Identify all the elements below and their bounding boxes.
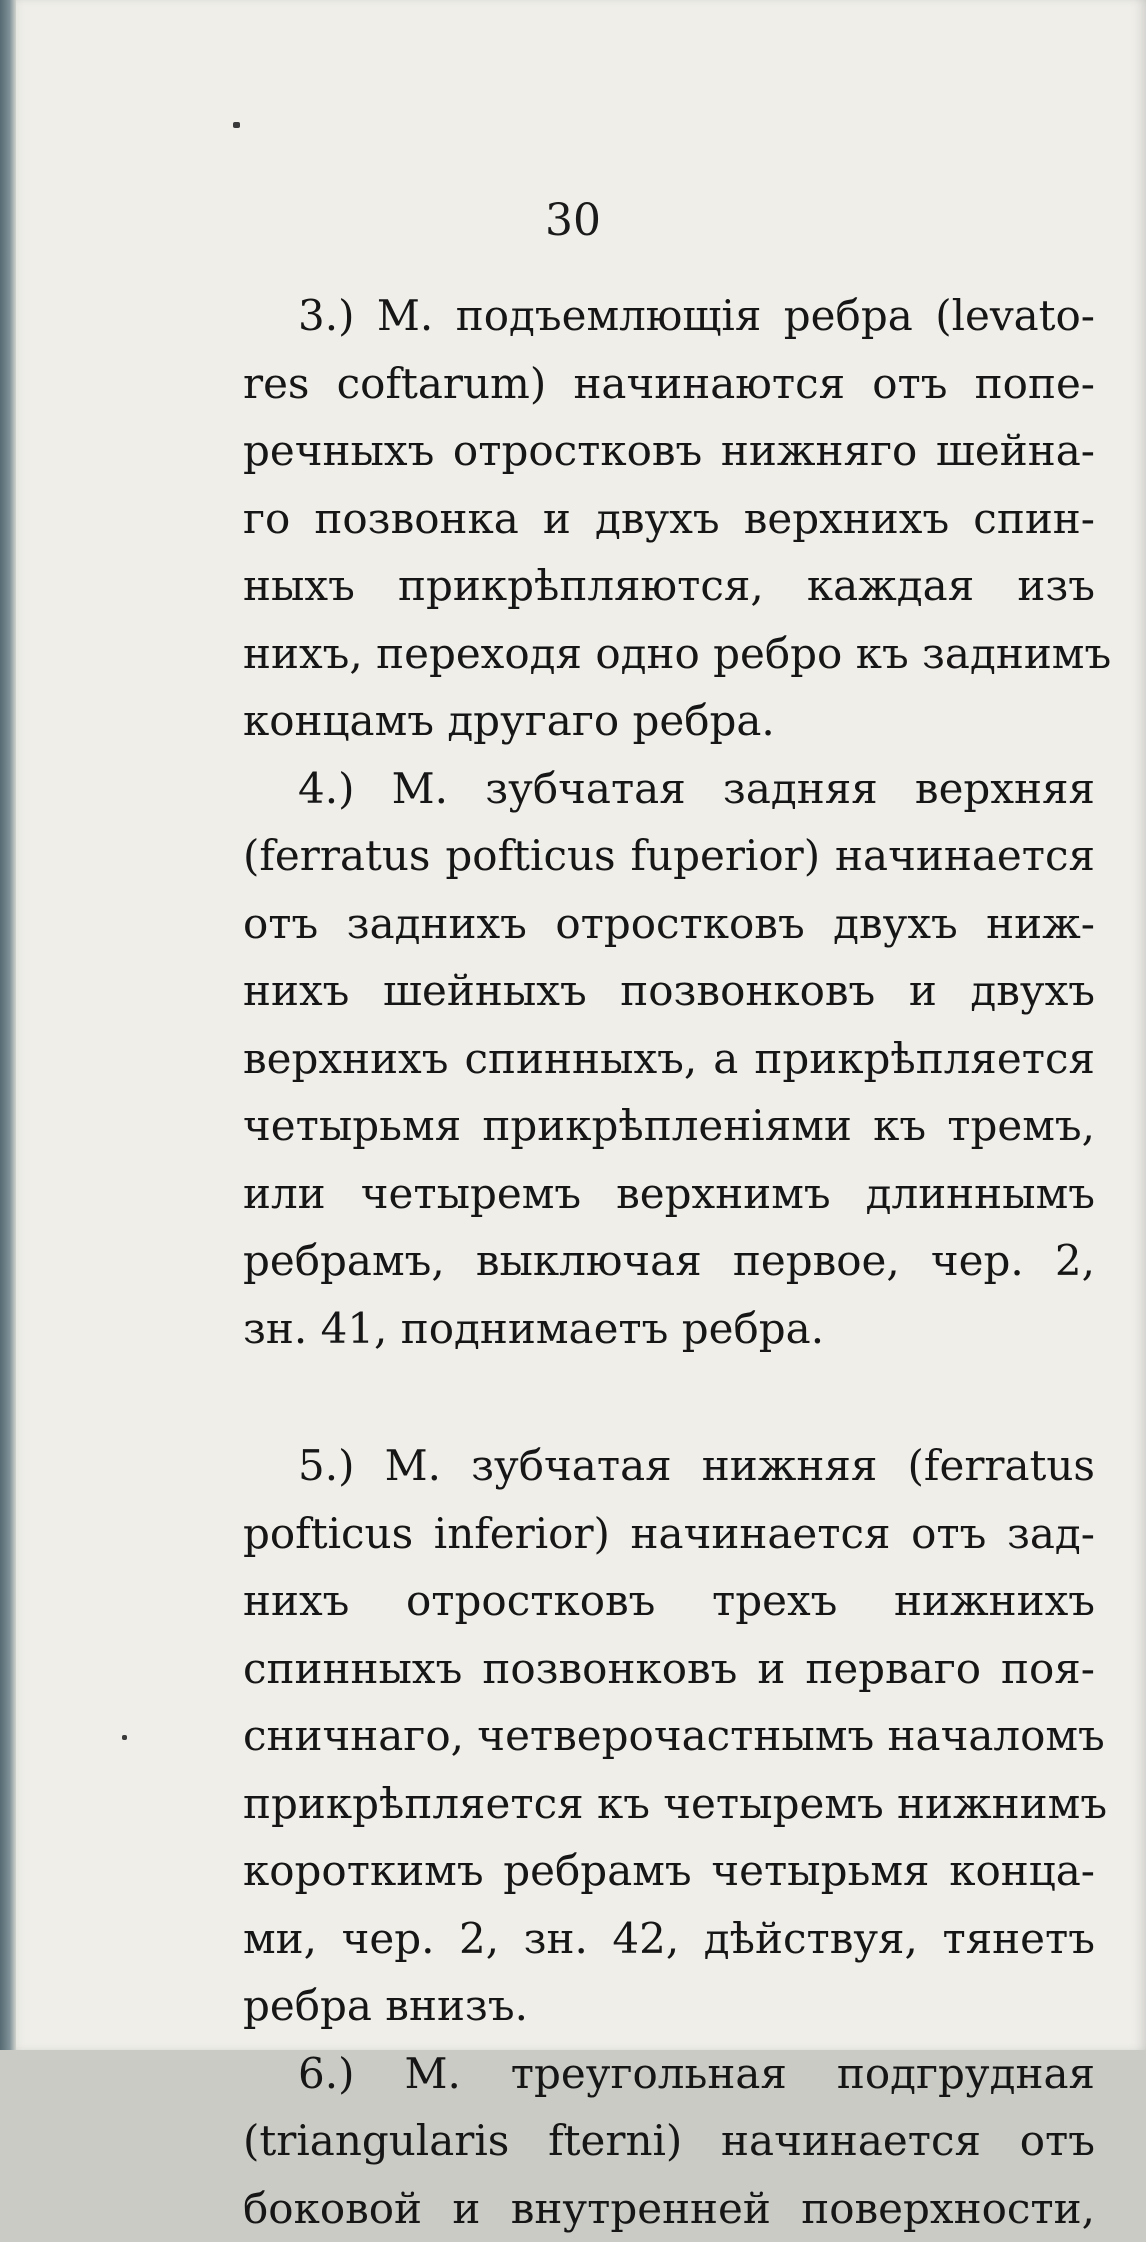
paragraph-6	[243, 2040, 1095, 2242]
ink-speck	[233, 122, 240, 128]
paragraph-gap	[243, 1362, 1095, 1432]
text-line: res coftarum) начинаются отъ попе-	[243, 350, 1095, 418]
text-line: нихъ шейныхъ позвонковъ и двухъ	[243, 957, 1095, 1025]
text-line: верхнихъ спинныхъ, а прикрѣпляется	[243, 1025, 1095, 1093]
page-text	[243, 282, 1095, 2242]
text-line: зн. 41, поднимаетъ ребра.	[243, 1295, 1095, 1363]
page-number: 30	[0, 195, 1146, 246]
text-line: ребрамъ, выключая первое, чер. 2,	[243, 1227, 1095, 1295]
text-line: сничнаго, четверочастнымъ началомъ	[243, 1702, 1095, 1770]
text-line: нихъ отростковъ трехъ нижнихъ	[243, 1567, 1095, 1635]
text-line: ми, чер. 2, зн. 42, дѣйствуя, тянетъ	[243, 1905, 1095, 1973]
text-line: 4.) М. зубчатая задняя верхняя	[243, 755, 1095, 823]
paragraph-5	[243, 1432, 1095, 2040]
text-line: прикрѣпляется къ четыремъ нижнимъ	[243, 1770, 1095, 1838]
text-line: речныхъ отростковъ нижняго шейна-	[243, 417, 1095, 485]
text-line: концамъ другаго ребра.	[243, 687, 1095, 755]
text-line: го позвонка и двухъ верхнихъ спин-	[243, 485, 1095, 553]
text-line: отъ заднихъ отростковъ двухъ ниж-	[243, 890, 1095, 958]
text-line: pofticus inferior) начинается отъ зад-	[243, 1500, 1095, 1568]
text-line: (ferratus pofticus fuperior) начинается	[243, 822, 1095, 890]
book-spine-edge	[0, 0, 16, 2050]
paragraph-4	[243, 755, 1095, 1363]
text-line: ныхъ прикрѣпляются, каждая изъ	[243, 552, 1095, 620]
text-line: 3.) М. подъемлющія ребра (levato-	[243, 282, 1095, 350]
paragraph-3	[243, 282, 1095, 755]
text-line: 5.) М. зубчатая нижняя (ferratus	[243, 1432, 1095, 1500]
text-line: нихъ, переходя одно ребро къ заднимъ	[243, 620, 1095, 688]
text-line: спинныхъ позвонковъ и перваго поя-	[243, 1635, 1095, 1703]
text-line: ребра внизъ.	[243, 1972, 1095, 2040]
ink-speck	[122, 1735, 127, 1740]
text-line: четырьмя прикрѣпленіями къ тремъ,	[243, 1092, 1095, 1160]
text-line: боковой и внутренней поверхности,	[243, 2175, 1095, 2242]
text-line: (triangularis fterni) начинается отъ	[243, 2107, 1095, 2175]
text-line: короткимъ ребрамъ четырьмя конца-	[243, 1837, 1095, 1905]
text-line: или четыремъ верхнимъ длиннымъ	[243, 1160, 1095, 1228]
text-line: 6.) М. треугольная подгрудная	[243, 2040, 1095, 2108]
